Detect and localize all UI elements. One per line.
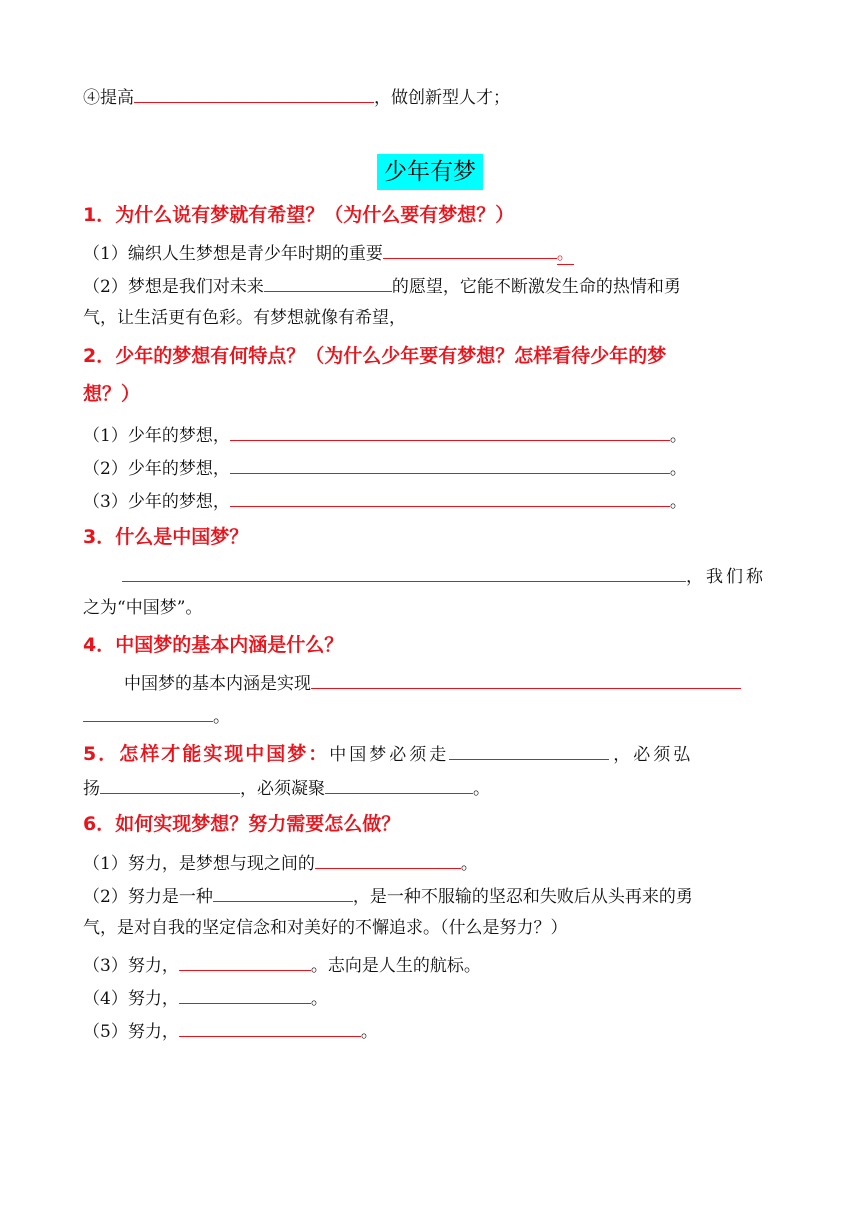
q1-line-2: （2）梦想是我们对未来 的愿望，它能不断激发生命的热情和勇 [83,273,681,299]
q6-line-2: （2）努力是一种 ，是一种不服输的坚忍和失败后从头再来的勇 [83,883,693,909]
q2-line-3: （3）少年的梦想， 。 [83,488,687,514]
answer-blank[interactable] [134,84,374,103]
q1-line-1: （1）编织人生梦想是青少年时期的重要 。 [83,240,574,266]
top-item: ④提高 ，做创新型人才； [83,84,510,110]
q6-line-3: 气，是对自我的坚定信念和对美好的不懈追求。（什么是努力？） [83,918,568,938]
q2-line-1: （1）少年的梦想， 。 [83,422,687,448]
section-title: 少年有梦 [377,154,483,190]
question-1-title: 1．为什么说有梦就有希望？（为什么要有梦想？） [83,204,515,226]
q6-line-1: （1）努力，是梦想与现之间的 。 [83,850,478,876]
question-3-title: 3．什么是中国梦？ [83,526,249,548]
q4-line-1: 中国梦的基本内涵是实现 [124,670,741,696]
answer-blank[interactable] [83,703,213,722]
answer-blank[interactable] [325,775,473,794]
answer-blank[interactable] [230,455,670,474]
answer-blank[interactable] [264,273,392,292]
answer-blank[interactable] [122,563,686,582]
q4-line-2: 。 [83,703,230,729]
answer-blank[interactable] [383,240,557,259]
answer-blank[interactable] [213,883,353,902]
answer-blank[interactable] [449,741,609,760]
answer-blank[interactable] [230,488,670,507]
answer-blank[interactable] [179,1018,361,1037]
q6-line-5: （4）努力， 。 [83,985,328,1011]
question-4-title: 4．中国梦的基本内涵是什么？ [83,634,344,656]
q6-line-4: （3）努力， 。志向是人生的航标。 [83,952,481,978]
answer-blank[interactable] [100,775,240,794]
question-5-title: 5．怎样才能实现中国梦： [83,743,330,765]
answer-blank[interactable] [179,985,311,1004]
q1-line-3: 气，让生活更有色彩。有梦想就像有希望， [83,308,406,328]
q5-line-2: 扬 ，必须凝聚 。 [83,775,490,801]
answer-blank[interactable] [311,670,741,689]
question-2-title-b: 想？） [83,383,141,405]
q2-line-2: （2）少年的梦想， 。 [83,455,687,481]
question-6-title: 6．如何实现梦想？努力需要怎么做？ [83,813,401,835]
answer-blank[interactable] [230,422,670,441]
q3-line-1: ，我们称 [122,563,766,589]
answer-blank[interactable] [179,952,311,971]
q6-line-6: （5）努力， 。 [83,1018,378,1044]
q5-line-1: 5．怎样才能实现中国梦：中国梦必须走 ，必须弘 [83,743,694,765]
answer-blank[interactable] [315,850,461,869]
question-2-title-a: 2．少年的梦想有何特点？（为什么少年要有梦想？怎样看待少年的梦 [83,345,667,367]
q3-line-2: 之为“中国梦”。 [83,598,203,618]
